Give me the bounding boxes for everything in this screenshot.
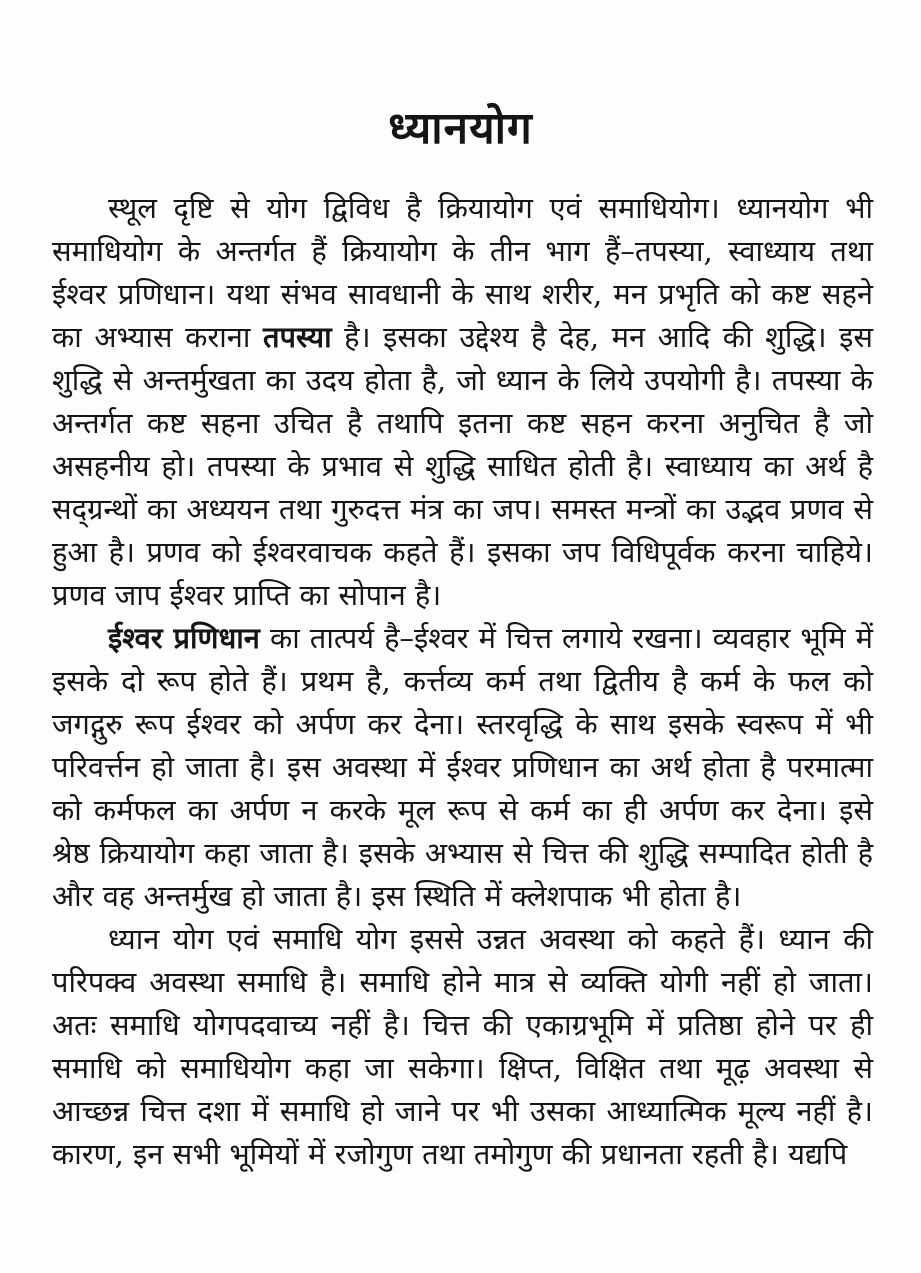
bold-term: ईश्वर प्रणिधान (108, 621, 260, 656)
text-segment: का तात्पर्य है–ईश्वर में चित्त लगाये रखना। व्यवहार भूमि में इसके दो रूप होते हैं। प्रथम है, कर्त्तव्य कर्म तथा द्वितीय है कर्म के फल को जगद्गुरु रूप ईश्वर को अर्पण कर देना। स्तरवृद्धि के साथ इसके स्वरूप में भी परिवर्त्तन हो जाता है। इस अवस्था में ईश्वर प्रणिधान का अर्थ होता है परमात्मा को कर्मफल का अर्पण न करके मूल रूप से कर्म का ही अर्पण कर देना। इसे श्रेष्ठ क्रियायोग कहा जाता है। इसके अभ्यास से चित्त की शुद्धि सम्पादित होती है और वह अन्तर्मुख हो जाता है। इस स्थिति में क्लेशपाक भी होता है। (52, 621, 873, 914)
paragraph (52, 918, 873, 1176)
page-title: ध्यानयोग (388, 103, 533, 155)
text-segment: है। इसका उद्देश्य है देह, मन आदि की शुद्धि। इस शुद्धि से अन्तर्मुखता का उदय होता है, जो ध्यान के लिये उपयोगी है। तपस्या के अन्तर्गत कष्ट सहना उचित है तथापि इतना कष्ट सहन करना अनुचित है जो असहनीय हो। तपस्या के प्रभाव से शुद्धि साधित होती है। स्वाध्याय का अर्थ है सद्ग्रन्थों का अध्ययन तथा गुरुदत्त मंत्र का जप। समस्त मन्त्रों का उद्भव प्रणव से हुआ है। प्रणव को ईश्वरवाचक कहते हैं। इसका जप विधिपूर्वक करना चाहिये। प्रणव जाप ईश्वर प्राप्ति का सोपान है। (52, 320, 873, 613)
paragraph (52, 187, 873, 617)
body-text (52, 187, 873, 1176)
paragraph (52, 617, 873, 918)
text-segment: ध्यान योग एवं समाधि योग इससे उन्नत अवस्था को कहते हैं। ध्यान की परिपक्व अवस्था समाधि है। समाधि होने मात्र से व्यक्ति योगी नहीं हो जाता। अतः समाधि योगपदवाच्य नहीं है। चित्त की एकाग्रभूमि में प्रतिष्ठा होने पर ही समाधि को समाधियोग कहा जा सकेगा। क्षिप्त, विक्षित तथा मूढ़ अवस्था से आच्छन्न चित्त दशा में समाधि हो जाने पर भी उसका आध्यात्मिक मूल्य नहीं है। कारण, इन सभी भूमियों में रजोगुण तथा तमोगुण की प्रधानता रहती है। यद्यपि (52, 922, 873, 1172)
text-segment: स्थूल दृष्टि से योग द्विविध है क्रियायोग एवं समाधियोग। ध्यानयोग भी समाधियोग के अन्तर्गत हैं क्रियायोग के तीन भाग हैं–तपस्या, स्वाध्याय तथा ईश्वर प्रणिधान। यथा संभव सावधानी के साथ शरीर, मन प्रभृति को कष्ट सहने का अभ्यास कराना (52, 191, 873, 355)
bold-term: तपस्या (262, 320, 332, 355)
